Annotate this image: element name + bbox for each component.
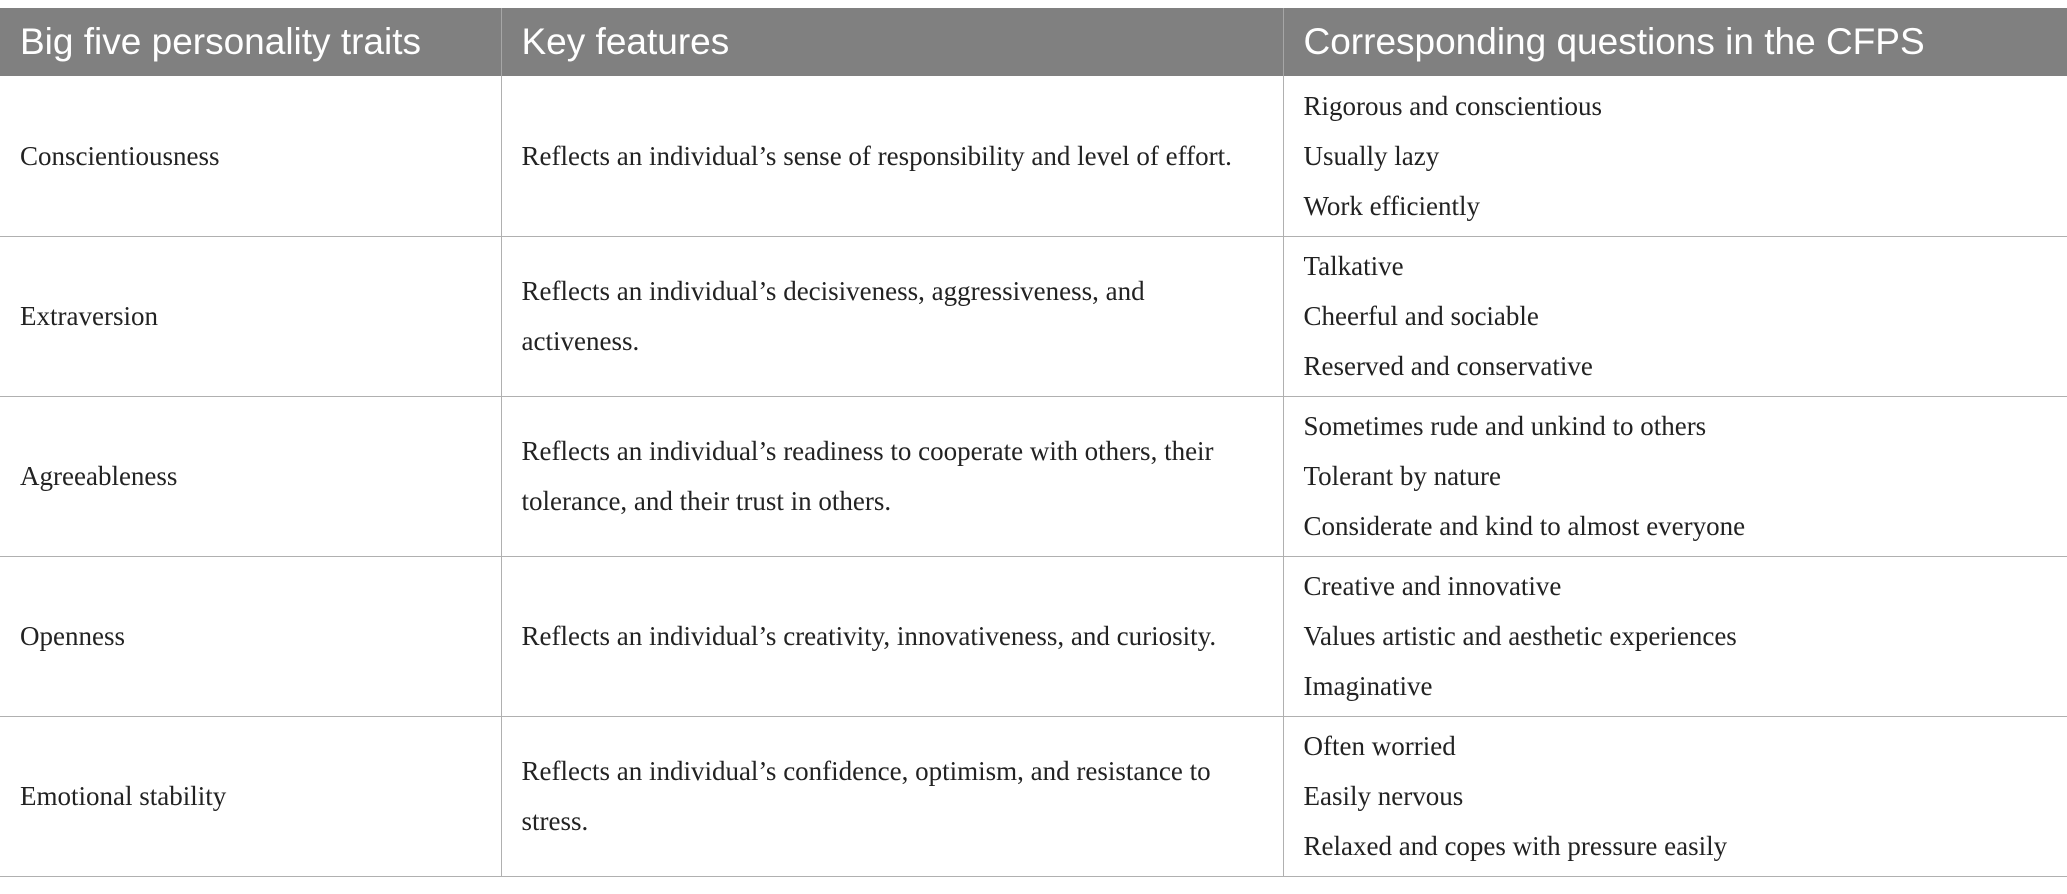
trait-cell: Conscientiousness [0,76,501,236]
question-item: Reserved and conservative [1303,351,1593,381]
question-item: Often worried [1303,731,1456,761]
features-cell: Reflects an individual’s readiness to cooperate with others, their tolerance, and their trust in others. [501,396,1283,556]
questions-cell [1283,716,2067,876]
questions-cell [1283,76,2067,236]
header-cfps-questions: Corresponding questions in the CFPS [1283,8,2067,76]
table-row [0,716,2067,876]
question-item: Talkative [1303,251,1404,281]
question-item: Cheerful and sociable [1303,301,1539,331]
header-row [0,8,2067,76]
features-cell: Reflects an individual’s sense of responsibility and level of effort. [501,76,1283,236]
header-traits: Big five personality traits [0,8,501,76]
table-row [0,396,2067,556]
table-row [0,236,2067,396]
features-cell: Reflects an individual’s decisiveness, aggressiveness, and activeness. [501,236,1283,396]
questions-cell [1283,236,2067,396]
question-item: Usually lazy [1303,140,1440,171]
question-item: Creative and innovative [1303,571,1562,601]
trait-cell: Emotional stability [0,716,501,876]
question-item: Work efficiently [1303,190,1481,221]
questions-cell [1283,396,2067,556]
table-row [0,76,2067,236]
table-body [0,76,2067,876]
features-cell: Reflects an individual’s confidence, optimism, and resistance to stress. [501,716,1283,876]
personality-traits-table [0,8,2067,877]
question-item: Relaxed and copes with pressure easily [1303,831,1728,861]
header-key-features: Key features [501,8,1283,76]
trait-cell: Agreeableness [0,396,501,556]
question-item: Easily nervous [1303,781,1464,811]
question-item: Values artistic and aesthetic experiences [1303,621,1737,651]
trait-cell: Extraversion [0,236,501,396]
table-header [0,8,2067,76]
questions-cell [1283,556,2067,716]
question-item: Rigorous and conscientious [1303,90,1602,121]
table-row [0,556,2067,716]
question-item: Imaginative [1303,671,1433,701]
question-item: Tolerant by nature [1303,461,1502,491]
features-cell: Reflects an individual’s creativity, innovativeness, and curiosity. [501,556,1283,716]
question-item: Considerate and kind to almost everyone [1303,511,1746,541]
question-item: Sometimes rude and unkind to others [1303,411,1707,441]
personality-traits-table-container [0,8,2067,877]
trait-cell: Openness [0,556,501,716]
